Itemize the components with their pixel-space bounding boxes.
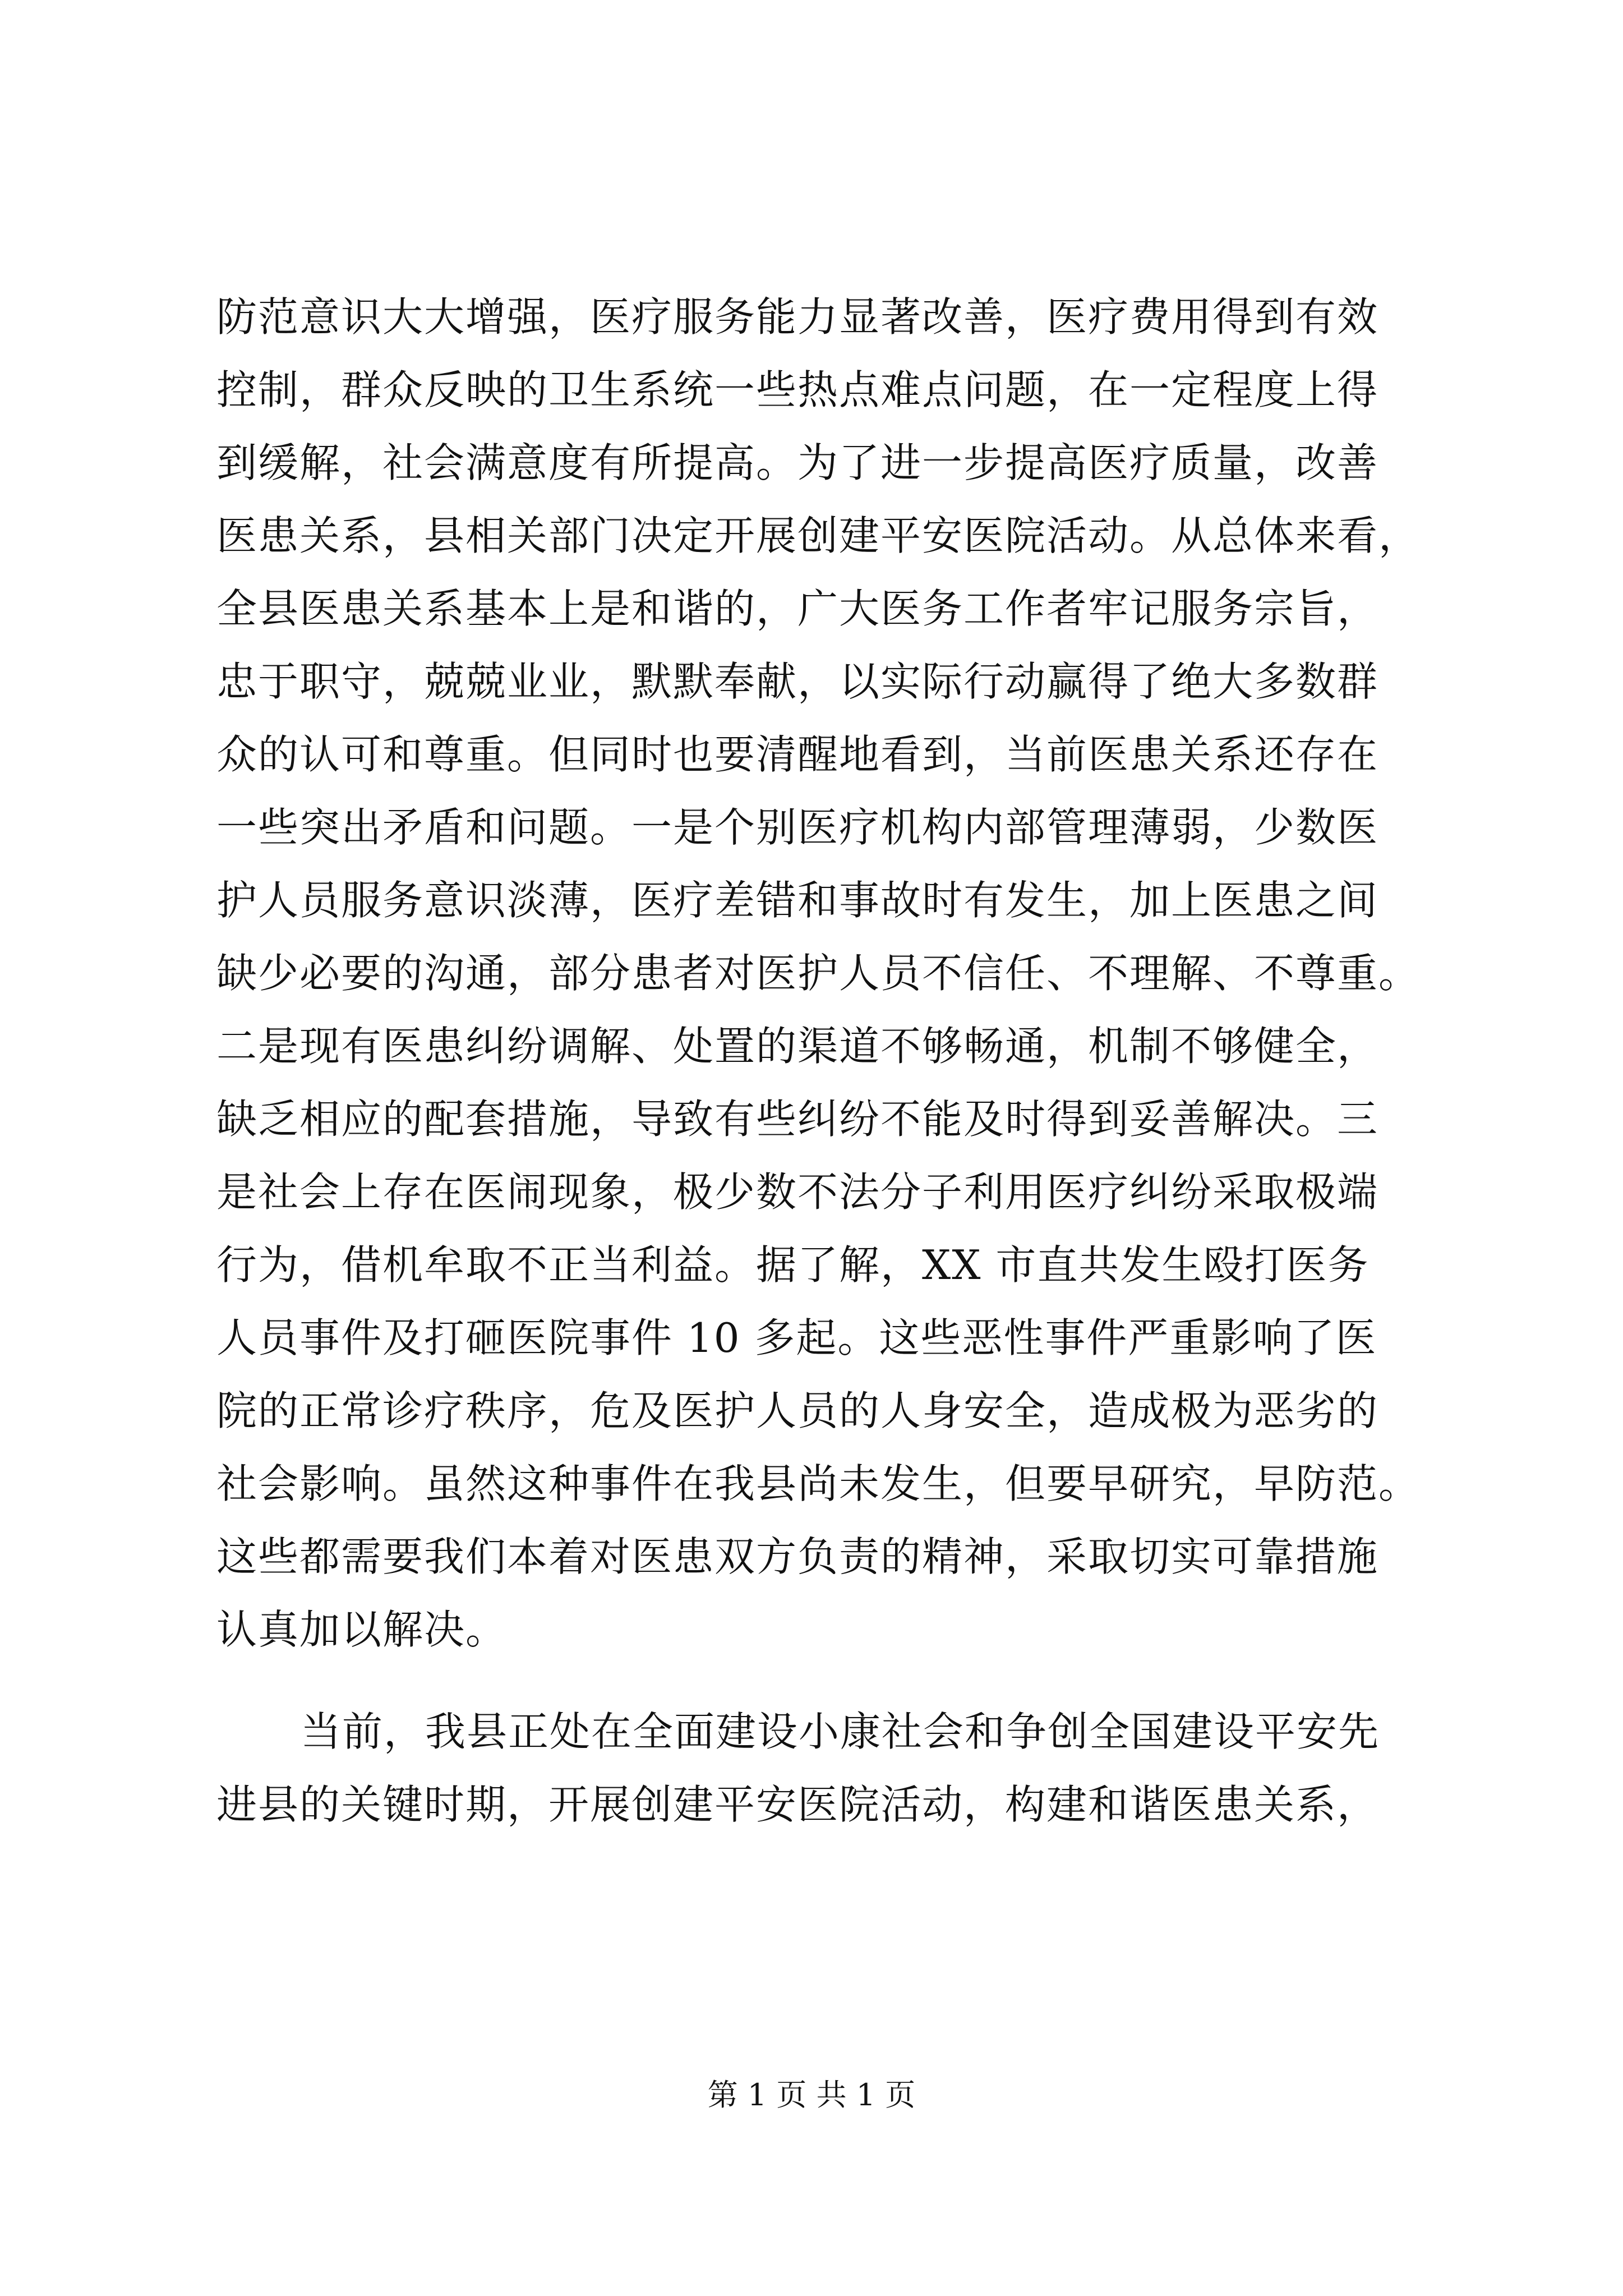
text-line: 到缓解，社会满意度有所提高。为了进一步提高医疗质量，改善 — [216, 439, 1379, 486]
text-line: 护人员服务意识淡薄，医疗差错和事故时有发生，加上医患之间 — [216, 877, 1379, 924]
paragraph-1 — [216, 280, 1421, 1666]
text-line: 认真加以解决。 — [216, 1606, 508, 1653]
text-line: 行为，借机牟取不正当利益。据了解，XX 市直共发生殴打医务 — [216, 1241, 1370, 1289]
text-line: 人员事件及打砸医院事件 10 多起。这些恶性事件严重影响了医 — [216, 1314, 1377, 1361]
text-line: 控制，群众反映的卫生系统一些热点难点问题，在一定程度上得 — [216, 366, 1379, 413]
text-line: 这些都需要我们本着对医患双方负责的精神，采取切实可靠措施 — [216, 1533, 1379, 1580]
text-line: 众的认可和尊重。但同时也要清醒地看到，当前医患关系还存在 — [216, 731, 1379, 778]
text-line: 是社会上存在医闹现象，极少数不法分子利用医疗纠纷采取极端 — [216, 1168, 1379, 1216]
text-line: 全县医患关系基本上是和谐的，广大医务工作者牢记服务宗旨， — [216, 585, 1379, 632]
text-line: 防范意识大大增强，医疗服务能力显著改善，医疗费用得到有效 — [216, 293, 1379, 341]
text-line: 社会影响。虽然这种事件在我县尚未发生，但要早研究，早防范。 — [216, 1460, 1421, 1507]
text-line: 院的正常诊疗秩序，危及医护人员的人身安全，造成极为恶劣的 — [216, 1387, 1379, 1434]
text-line: 一些突出矛盾和问题。一是个别医疗机构内部管理薄弱，少数医 — [216, 804, 1379, 851]
text-line: 进县的关键时期，开展创建平安医院活动，构建和谐医患关系， — [216, 1781, 1379, 1828]
text-line: 医患关系，县相关部门决定开展创建平安医院活动。从总体来看， — [216, 512, 1421, 559]
paragraph-spacing — [216, 1666, 1417, 1695]
document-body — [216, 280, 1421, 1841]
text-line: 缺乏相应的配套措施，导致有些纠纷不能及时得到妥善解决。三 — [216, 1096, 1379, 1143]
text-line: 忠于职守，兢兢业业，默默奉献，以实际行动赢得了绝大多数群 — [216, 658, 1379, 705]
paragraph-2 — [216, 1695, 1417, 1841]
text-line: 当前，我县正处在全面建设小康社会和争创全国建设平安先 — [301, 1708, 1380, 1755]
page-footer — [0, 2076, 1623, 2115]
text-line: 缺少必要的沟通，部分患者对医护人员不信任、不理解、不尊重。 — [216, 950, 1421, 997]
text-line: 二是现有医患纠纷调解、处置的渠道不够畅通，机制不够健全， — [216, 1023, 1379, 1070]
page-number: 第 1 页 共 1 页 — [707, 2077, 916, 2113]
